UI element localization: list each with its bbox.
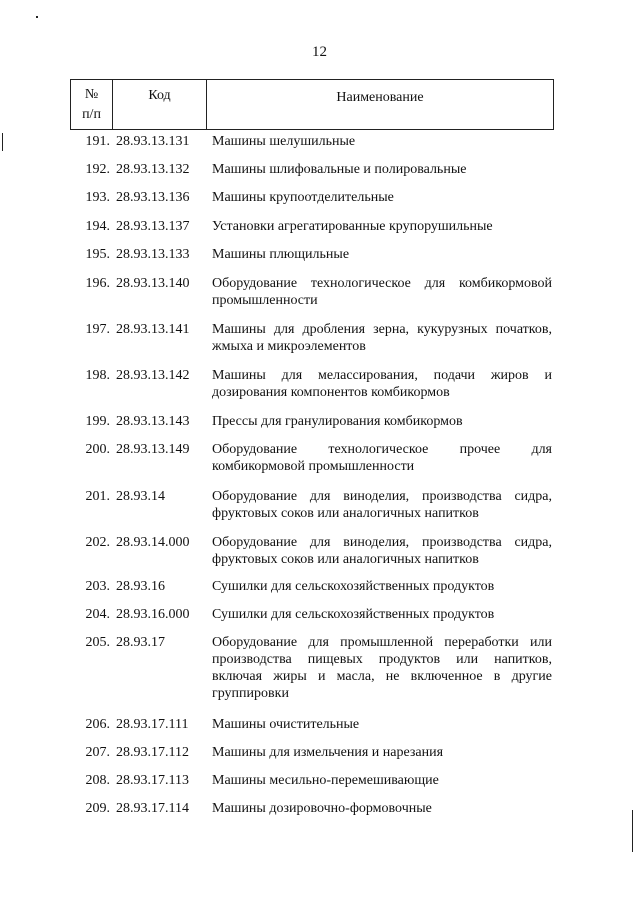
row-name: Прессы для гранулирования комбикормов: [212, 414, 463, 429]
header-num-line1: №: [84, 86, 99, 102]
row-name: Установки агрегатированные крупорушильные: [212, 219, 493, 234]
row-code: 28.93.13.142: [116, 368, 190, 383]
header-num-cell: [71, 80, 113, 129]
row-number: 207.: [85, 745, 110, 760]
row-name: Оборудование технологическое прочее для комбикормовой промышленности: [212, 442, 552, 474]
row-name: Машины очистительные: [212, 717, 360, 732]
row-name: Машины для дробления зерна, кукурузных початков, жмыха и микроэлементов: [212, 322, 552, 354]
row-number: 195.: [85, 247, 110, 262]
row-name: Машины дозировочно-формовочные: [212, 801, 432, 816]
row-code: 28.93.17.111: [116, 717, 189, 732]
row-number: 208.: [85, 773, 110, 788]
row-number: 196.: [85, 276, 110, 291]
table-header: [70, 79, 554, 130]
row-number: 192.: [85, 162, 110, 177]
row-number: 206.: [85, 717, 110, 732]
row-number: 197.: [85, 322, 110, 337]
row-code: 28.93.13.132: [116, 162, 190, 177]
row-number: 194.: [85, 219, 110, 234]
row-code: 28.93.14.000: [116, 535, 190, 550]
row-number: 203.: [85, 579, 110, 594]
row-code: 28.93.16: [116, 579, 165, 594]
row-number: 199.: [85, 414, 110, 429]
row-code: 28.93.14: [116, 489, 165, 504]
row-code: 28.93.13.131: [116, 134, 190, 149]
row-name: Машины шлифовальные и полировальные: [212, 162, 467, 177]
row-code: 28.93.13.143: [116, 414, 190, 429]
header-num-line2: п/п: [82, 106, 101, 122]
margin-mark-right: [632, 810, 633, 852]
row-name: Машины шелушильные: [212, 134, 356, 149]
row-number: 200.: [85, 442, 110, 457]
row-name: Оборудование для промышленной переработки или производства пищевых продуктов или напитков, включая жиры и масла, не включенное в другие группировки: [212, 635, 552, 701]
row-code: 28.93.13.149: [116, 442, 190, 457]
row-number: 202.: [85, 535, 110, 550]
header-code-cell: Код: [113, 80, 207, 129]
page-number: 12: [312, 44, 327, 60]
row-name: Сушилки для сельскохозяйственных продуктов: [212, 607, 495, 622]
row-code: 28.93.17: [116, 635, 165, 650]
row-code: 28.93.16.000: [116, 607, 190, 622]
row-name: Оборудование для виноделия, производства сидра, фруктовых соков или аналогичных напитков: [212, 535, 552, 567]
row-code: 28.93.17.112: [116, 745, 189, 760]
row-name: Оборудование технологическое для комбикормовой промышленности: [212, 276, 552, 308]
margin-dot: [36, 16, 38, 18]
row-name: Сушилки для сельскохозяйственных продуктов: [212, 579, 495, 594]
row-name: Машины для измельчения и нарезания: [212, 745, 444, 760]
row-number: 198.: [85, 368, 110, 383]
row-code: 28.93.13.133: [116, 247, 190, 262]
row-number: 193.: [85, 190, 110, 205]
row-code: 28.93.17.113: [116, 773, 189, 788]
margin-mark-left: [2, 133, 3, 151]
row-code: 28.93.17.114: [116, 801, 189, 816]
row-name: Машины плющильные: [212, 247, 350, 262]
header-name-cell: Наименование: [336, 90, 424, 105]
row-name: Машины месильно-перемешивающие: [212, 773, 439, 788]
row-name: Оборудование для виноделия, производства сидра, фруктовых соков или аналогичных напитков: [212, 489, 552, 521]
row-code: 28.93.13.136: [116, 190, 190, 205]
row-number: 205.: [85, 635, 110, 650]
row-code: 28.93.13.137: [116, 219, 190, 234]
row-name: Машины крупоотделительные: [212, 190, 394, 205]
row-number: 204.: [85, 607, 110, 622]
row-name: Машины для мелассирования, подачи жиров и дозирования компонентов комбикормов: [212, 368, 552, 400]
row-number: 201.: [85, 489, 110, 504]
row-number: 191.: [85, 134, 110, 149]
row-number: 209.: [85, 801, 110, 816]
row-code: 28.93.13.141: [116, 322, 190, 337]
row-code: 28.93.13.140: [116, 276, 190, 291]
